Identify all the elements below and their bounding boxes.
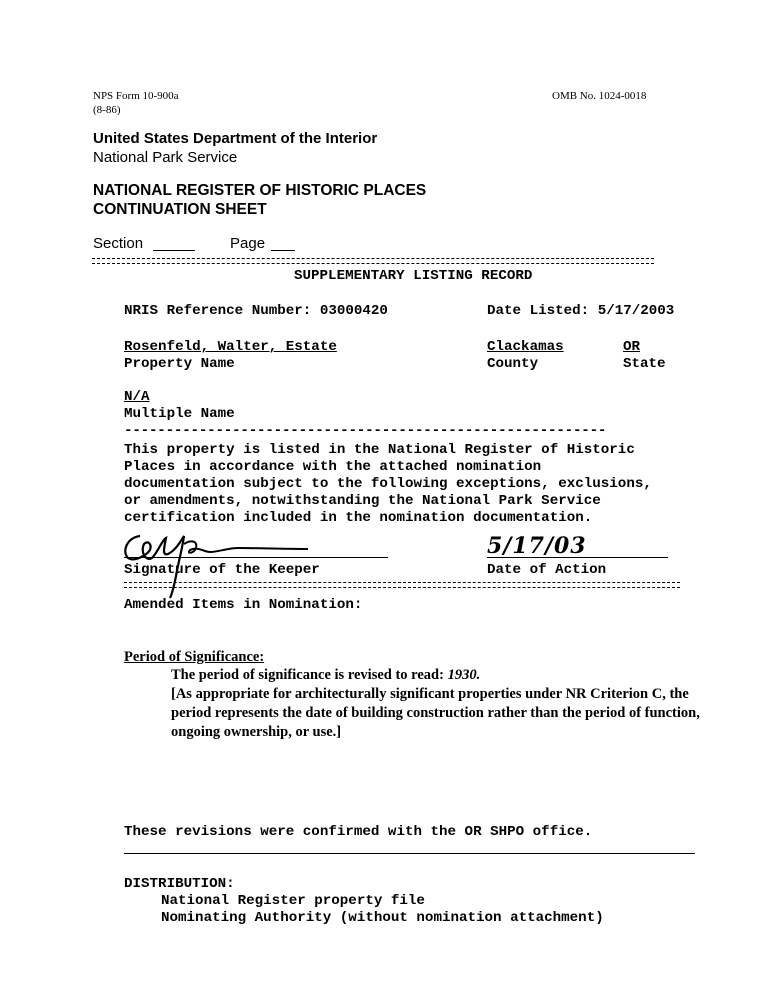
signature-divider <box>124 582 680 588</box>
nris-reference <box>124 303 388 319</box>
period-revision-text: The period of significance is revised to read: <box>171 667 448 683</box>
property-name: Rosenfeld, Walter, Estate <box>124 339 337 355</box>
page-label: Page <box>230 235 266 252</box>
section-label: Section <box>93 235 144 252</box>
nris-label: NRIS Reference Number: <box>124 303 312 319</box>
period-heading: Period of Significance: <box>124 649 265 665</box>
nris-value: 03000420 <box>319 303 388 319</box>
signature-line <box>124 557 388 558</box>
period-revision <box>171 666 480 685</box>
signature-label: Signature of the Keeper <box>124 562 320 578</box>
period-note-line3: ongoing ownership, or use.] <box>171 724 342 740</box>
record-heading: SUPPLEMENTARY LISTING RECORD <box>294 268 533 284</box>
section-field <box>93 235 143 252</box>
page-blank <box>271 250 295 251</box>
handwritten-action-date: 5/17/03 <box>487 533 587 559</box>
form-number: NPS Form 10-900a <box>93 90 179 102</box>
confirmation-note: These revisions were confirmed with the OR SHPO office. <box>124 824 593 840</box>
listing-statement: This property is listed in the National Register of Historic Places in accordance with the attached nomination documentation subject to the following exceptions, exclusions, or amendments, notwithstanding the National Park Service certification included in the nomination documentation. <box>124 442 652 526</box>
form-date: (8-86) <box>93 104 121 116</box>
property-name-label: Property Name <box>124 356 235 372</box>
amended-items-label: Amended Items in Nomination: <box>124 597 363 613</box>
date-listed-label: Date Listed: <box>487 303 590 319</box>
date-listed-value: 5/17/2003 <box>597 303 675 319</box>
omb-number: OMB No. 1024-0018 <box>552 90 647 102</box>
state-value: OR <box>623 339 641 355</box>
county-label: County <box>487 356 539 372</box>
date-of-action-line <box>487 557 668 558</box>
register-title: NATIONAL REGISTER OF HISTORIC PLACES <box>93 182 427 199</box>
county-value: Clackamas <box>487 339 564 355</box>
dashed-divider: ---------------------------------------------------------- <box>124 423 607 439</box>
distribution-item: National Register property file <box>161 893 425 909</box>
keeper-signature <box>118 522 318 600</box>
multiple-name-value: N/A <box>124 389 150 405</box>
date-listed <box>487 303 674 319</box>
period-note-line1: [As appropriate for architecturally significant properties under NR Criterion C, the <box>171 686 689 702</box>
continuation-title: CONTINUATION SHEET <box>93 201 267 218</box>
section-blank <box>153 250 195 251</box>
department-name: United States Department of the Interior <box>93 130 378 147</box>
multiple-name-label: Multiple Name <box>124 406 235 422</box>
date-of-action-label: Date of Action <box>487 562 607 578</box>
distribution-item: Nominating Authority (without nomination attachment) <box>161 910 604 926</box>
page-field <box>230 235 265 252</box>
distribution-label: DISTRIBUTION: <box>124 876 235 892</box>
state-label: State <box>623 356 666 372</box>
period-note-line2: period represents the date of building construction rather than the period of function, <box>171 705 700 721</box>
footer-divider <box>124 853 695 854</box>
header-divider <box>92 258 654 264</box>
agency-name: National Park Service <box>93 149 238 166</box>
period-value: 1930. <box>447 667 481 683</box>
